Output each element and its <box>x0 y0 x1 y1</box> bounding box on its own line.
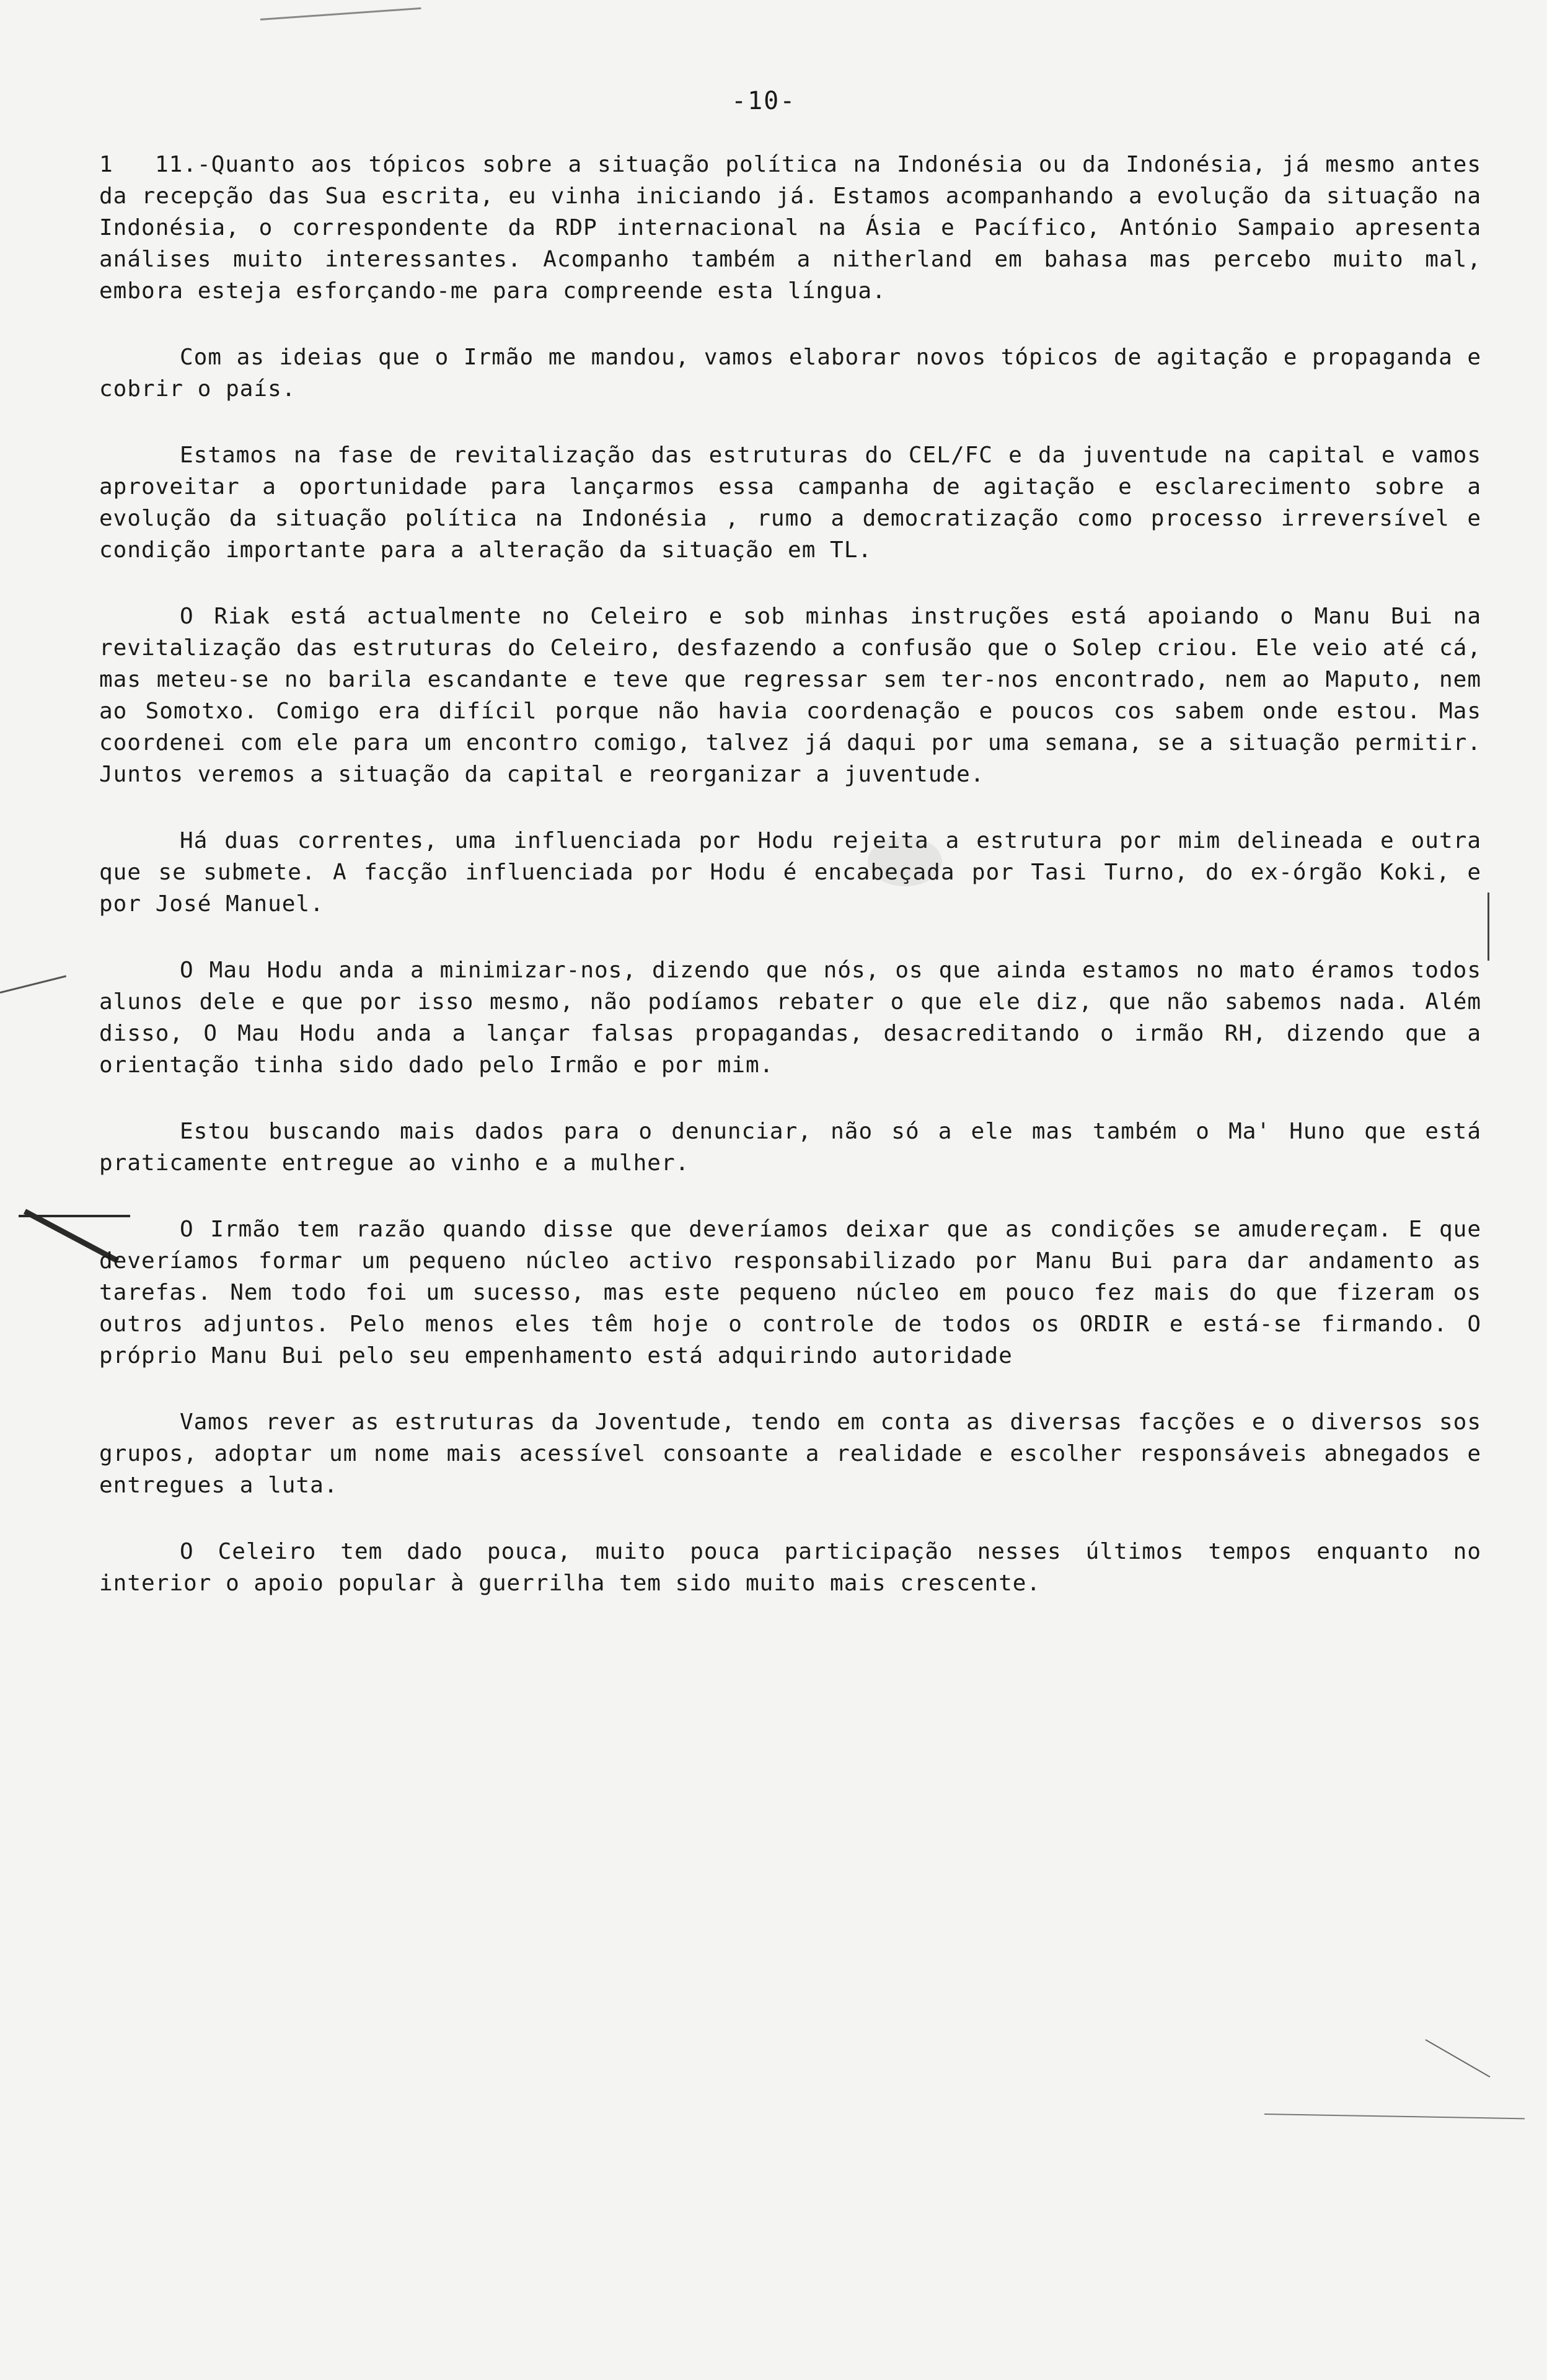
paragraph-9: Vamos rever as estruturas da Joventude, tendo em conta as diversas facções e o diversos sos grupos, adoptar um nome mais acessível consoante a realidade e escolher responsáveis abnegados e entregues a luta. <box>99 1409 1481 1498</box>
paragraph-number: 1 <box>99 152 113 177</box>
paragraph-8: O Irmão tem razão quando disse que deveríamos deixar que as condições se amudereçam. E que deveríamos formar um pequeno núcleo activo responsabilizado por Manu Bui para dar andamento as tarefas. Nem todo foi um sucesso, mas este pequeno núcleo em pouco fez mais do que fizeram os outros adjuntos. Pelo menos eles têm hoje o controle de todos os ORDIR e está-se firmando. O próprio Manu Bui pelo seu empenhamento está adquirindo autoridade <box>99 1217 1481 1368</box>
paragraph-text: 11.-Quanto aos tópicos sobre a situação política na Indonésia ou da Indonésia, já mesmo antes da recepção das Sua escrita, eu vinha iniciando já. Estamos acompanhando a evolução da situação na Indonésia, o correspondente da RDP internacional na Ásia e Pacífico, António Sampaio apresenta análises muito interessantes. Acompanho também a nitherland em bahasa mas percebo muito mal, embora esteja esforçando-me para compreende esta língua. <box>99 152 1481 304</box>
pen-stroke-top <box>260 7 421 20</box>
paragraph-4: O Riak está actualmente no Celeiro e sob minhas instruções está apoiando o Manu Bui na revitalização das estruturas do Celeiro, desfazendo a confusão que o Solep criou. Ele veio até cá, mas meteu-se no barila escandante e teve que regressar sem ter-nos encontrado, nem ao Maputo, nem ao Somotxo. Comigo era difícil porque não havia coordenação e poucos cos sabem onde estou. Mas coordenei com ele para um encontro comigo, talvez já daqui por uma semana, se a situação permitir. Juntos veremos a situação da capital e reorganizar a juventude. <box>99 604 1481 787</box>
paragraph-1 <box>99 149 1481 307</box>
paragraph-5: Há duas correntes, uma influenciada por Hodu rejeita a estrutura por mim delineada e outra que se submete. A facção influenciada por Hodu é encabeçada por Tasi Turno, do ex-órgão Koki, e por José Manuel. <box>99 828 1481 917</box>
pen-stroke-right <box>1488 892 1489 961</box>
paragraph-2: Com as ideias que o Irmão me mandou, vamos elaborar novos tópicos de agitação e propaganda e cobrir o país. <box>99 345 1481 402</box>
pen-stroke-left-1 <box>0 975 66 994</box>
document-body <box>99 149 1481 1634</box>
pen-stroke-bottom-right <box>1264 2113 1525 2119</box>
paragraph-10: O Celeiro tem dado pouca, muito pouca participação nesses últimos tempos enquanto no interior o apoio popular à guerrilha tem sido muito mais crescente. <box>99 1539 1481 1596</box>
page-number: -10- <box>731 87 796 115</box>
paragraph-3: Estamos na fase de revitalização das estruturas do CEL/FC e da juventude na capital e vamos aproveitar a oportunidade para lançarmos essa campanha de agitação e esclarecimento sobre a evolução da situação política na Indonésia , rumo a democratização como processo irreversível e condição importante para a alteração da situação em TL. <box>99 443 1481 563</box>
paragraph-6: O Mau Hodu anda a minimizar-nos, dizendo que nós, os que ainda estamos no mato éramos todos alunos dele e que por isso mesmo, não podíamos rebater o que ele diz, que não sabemos nada. Além disso, O Mau Hodu anda a lançar falsas propagandas, desacreditando o irmão RH, dizendo que a orientação tinha sido dado pelo Irmão e por mim. <box>99 958 1481 1078</box>
paragraph-7: Estou buscando mais dados para o denunciar, não só a ele mas também o Ma' Huno que está praticamente entregue ao vinho e a mulher. <box>99 1119 1481 1176</box>
pen-stroke-bottom-right-2 <box>1426 2039 1491 2078</box>
